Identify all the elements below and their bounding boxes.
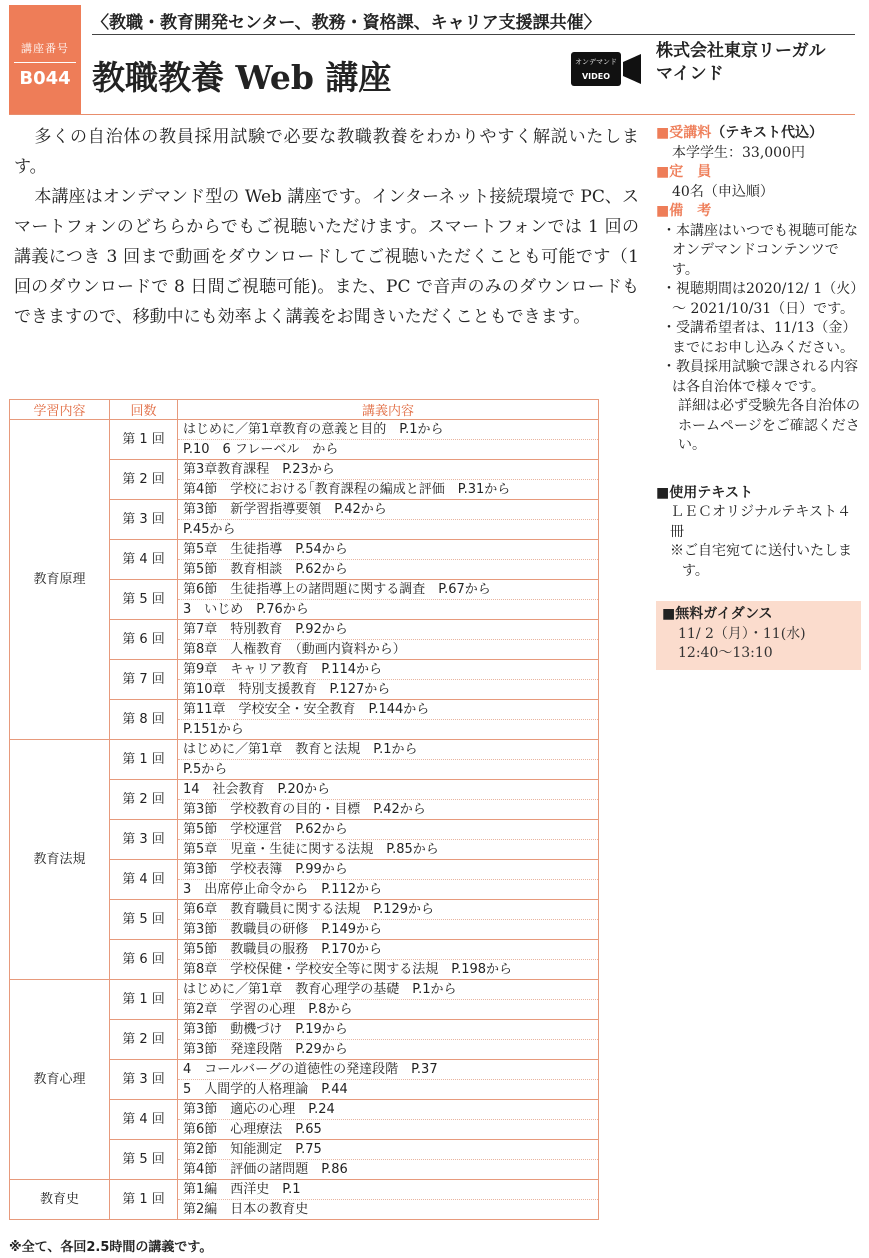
note-item: ・教員採用試験で課される内容は各自治体で様々です。 — [662, 359, 858, 395]
content-cell: はじめに／第1章 教育心理学の基礎 P.1から — [178, 980, 599, 1000]
session-cell: 第 5 回 — [110, 580, 178, 620]
session-cell: 第 7 回 — [110, 660, 178, 700]
content-cell: 第5節 教育相談 P.62から — [178, 560, 599, 580]
notes-title: 備 考 — [669, 203, 712, 219]
content-cell: 第3章教育課程 P.23から — [178, 460, 599, 480]
note-item: ・本講座はいつでも視聴可能なオンデマンドコンテンツです。 — [662, 222, 858, 278]
guidance-box — [656, 601, 861, 670]
content-cell: P.10 6 フレーベル から — [178, 440, 599, 460]
table-row — [10, 420, 599, 440]
course-code-label: 講座番号 — [21, 42, 69, 55]
capacity-body: 40名（申込順） — [672, 183, 774, 200]
capacity-heading — [656, 163, 861, 183]
guidance-title: ■無料ガイダンス — [662, 606, 773, 622]
content-cell: 第3節 学校表簿 P.99から — [178, 860, 599, 880]
square-bullet-icon: ■ — [656, 203, 670, 219]
content-cell: 第8章 人権教育 （動画内資料から） — [178, 640, 599, 660]
intro-text — [14, 122, 639, 332]
note-item: ・視聴期間は2020/12/ 1（火）～ 2021/10/31（日）です。 — [662, 281, 858, 317]
session-cell: 第 1 回 — [110, 420, 178, 460]
session-cell: 第 1 回 — [110, 1180, 178, 1220]
content-cell: 第11章 学校安全・安全教育 P.144から — [178, 700, 599, 720]
subject-cell: 教育心理 — [10, 980, 110, 1180]
textbook-title: ■使用テキスト — [656, 484, 753, 501]
notes-heading — [656, 202, 861, 222]
content-cell: 第2章 学習の心理 P.8から — [178, 1000, 599, 1020]
table-footnote: ※全て、各回2.5時間の講義です。 — [9, 1240, 213, 1255]
course-code-box — [9, 5, 81, 115]
session-cell: 第 5 回 — [110, 900, 178, 940]
content-cell: 第8章 学校保健・学校安全等に関する法規 P.198から — [178, 960, 599, 980]
header-session: 回数 — [110, 400, 178, 420]
fee-heading — [656, 124, 861, 144]
content-cell: 第5章 生徒指導 P.54から — [178, 540, 599, 560]
content-cell: 第3節 新学習指導要領 P.42から — [178, 500, 599, 520]
course-code-value: B044 — [14, 62, 76, 89]
session-cell: 第 2 回 — [110, 1020, 178, 1060]
content-cell: 第3節 適応の心理 P.24 — [178, 1100, 599, 1120]
info-sidebar — [656, 124, 861, 670]
company-line-2: マインド — [656, 63, 724, 84]
textbook-section — [656, 484, 861, 582]
content-cell: 4 コールバーグの道徳性の発達段階 P.37 — [178, 1060, 599, 1080]
content-cell: P.151から — [178, 720, 599, 740]
session-cell: 第 4 回 — [110, 860, 178, 900]
session-cell: 第 1 回 — [110, 740, 178, 780]
company-name — [656, 40, 866, 86]
guidance-time: 12:40〜13:10 — [678, 645, 773, 661]
content-cell: P.5から — [178, 760, 599, 780]
curriculum-table — [9, 399, 599, 1220]
textbook-note: ※ご自宅宛てに送付いたします。 — [670, 543, 852, 579]
content-cell: 第6節 心理療法 P.65 — [178, 1120, 599, 1140]
session-cell: 第 3 回 — [110, 500, 178, 540]
note-extra: 詳細は必ず受験先各自治体のホームページをご確認ください。 — [678, 398, 860, 453]
intro-paragraph-2: 本講座はオンデマンド型の Web 講座です。インターネット接続環境で PC、スマートフォンのどちらからでもご視聴いただけます。スマートフォンでは 1 回の講義につき 3 回まで動画をダウンロードしてご視聴いただくことも可能です（1 回のダウンロードで 8 日間ご視聴可能)。また、PC で音声のみのダウンロードもできますので、移動中にも効率よく講義をお聞きいただくこともできます。 — [14, 187, 639, 327]
content-cell: 第3節 動機づけ P.19から — [178, 1020, 599, 1040]
session-cell: 第 4 回 — [110, 540, 178, 580]
content-cell: 第5章 児童・生徒に関する法規 P.85から — [178, 840, 599, 860]
content-cell: 第5節 学校運営 P.62から — [178, 820, 599, 840]
content-cell: 第3節 教職員の研修 P.149から — [178, 920, 599, 940]
session-cell: 第 5 回 — [110, 1140, 178, 1180]
curriculum-body — [10, 420, 599, 1220]
session-cell: 第 2 回 — [110, 460, 178, 500]
session-cell: 第 6 回 — [110, 940, 178, 980]
content-cell: はじめに／第1章教育の意義と目的 P.1から — [178, 420, 599, 440]
square-bullet-icon: ■ — [656, 164, 670, 180]
fee-title-note: （テキスト代込） — [711, 125, 823, 141]
course-title: 教職教養 Web 講座 — [92, 58, 392, 97]
header-subject: 学習内容 — [10, 400, 110, 420]
video-icon-bottom-text: VIDEO — [581, 72, 611, 81]
subject-cell: 教育原理 — [10, 420, 110, 740]
content-cell: 第2編 日本の教育史 — [178, 1200, 599, 1220]
content-cell: 第7章 特別教育 P.92から — [178, 620, 599, 640]
table-row — [10, 980, 599, 1000]
content-cell: 第5節 教職員の服務 P.170から — [178, 940, 599, 960]
video-icon-top-text: オンデマンド — [575, 58, 617, 66]
content-cell: 第6章 教育職員に関する法規 P.129から — [178, 900, 599, 920]
content-cell: 第1編 西洋史 P.1 — [178, 1180, 599, 1200]
table-header-row — [10, 400, 599, 420]
content-cell: 第4節 学校における｢教育課程の編成と評価 P.31から — [178, 480, 599, 500]
content-cell: 第6節 生徒指導上の諸問題に関する調査 P.67から — [178, 580, 599, 600]
session-cell: 第 4 回 — [110, 1100, 178, 1140]
table-row — [10, 1180, 599, 1200]
header-divider — [92, 34, 855, 35]
session-cell: 第 2 回 — [110, 780, 178, 820]
content-cell: 第4節 評価の諸問題 P.86 — [178, 1160, 599, 1180]
session-cell: 第 3 回 — [110, 820, 178, 860]
session-cell: 第 3 回 — [110, 1060, 178, 1100]
content-cell: 第10章 特別支援教育 P.127から — [178, 680, 599, 700]
fee-title: 受講料 — [669, 125, 712, 141]
content-cell: 第3節 発達段階 P.29から — [178, 1040, 599, 1060]
session-cell: 第 1 回 — [110, 980, 178, 1020]
content-cell: 第9章 キャリア教育 P.114から — [178, 660, 599, 680]
content-cell: 3 いじめ P.76から — [178, 600, 599, 620]
company-line-1: 株式会社東京リーガル — [656, 41, 826, 61]
guidance-dates: 11/ 2（月）・11(水) — [678, 625, 806, 642]
content-cell: 第3節 学校教育の目的・目標 P.42から — [178, 800, 599, 820]
table-row — [10, 740, 599, 760]
fee-body: 本学学生：33,000円 — [672, 144, 805, 161]
content-cell: 14 社会教育 P.20から — [178, 780, 599, 800]
on-demand-video-icon — [571, 50, 643, 88]
square-bullet-icon: ■ — [656, 125, 670, 141]
subject-cell: 教育史 — [10, 1180, 110, 1220]
intro-paragraph-1: 多くの自治体の教員採用試験で必要な教職教養をわかりやすく解説いたします。 — [14, 127, 639, 177]
note-item: ・受講希望者は、11/13（金）までにお申し込みください。 — [662, 320, 857, 356]
session-cell: 第 8 回 — [110, 700, 178, 740]
header-bottom-divider — [9, 114, 855, 115]
content-cell: 5 人間学的人格理論 P.44 — [178, 1080, 599, 1100]
organizers-line: 〈教職・教育開発センター、教務・資格課、キャリア支援課共催〉 — [92, 13, 601, 33]
content-cell: P.45から — [178, 520, 599, 540]
header-content: 講義内容 — [178, 400, 599, 420]
textbook-body: ＬＥＣオリジナルテキスト４冊 — [670, 504, 852, 540]
content-cell: 3 出席停止命令から P.112から — [178, 880, 599, 900]
content-cell: 第2節 知能測定 P.75 — [178, 1140, 599, 1160]
content-cell: はじめに／第1章 教育と法規 P.1から — [178, 740, 599, 760]
session-cell: 第 6 回 — [110, 620, 178, 660]
subject-cell: 教育法規 — [10, 740, 110, 980]
capacity-title: 定 員 — [669, 164, 712, 180]
